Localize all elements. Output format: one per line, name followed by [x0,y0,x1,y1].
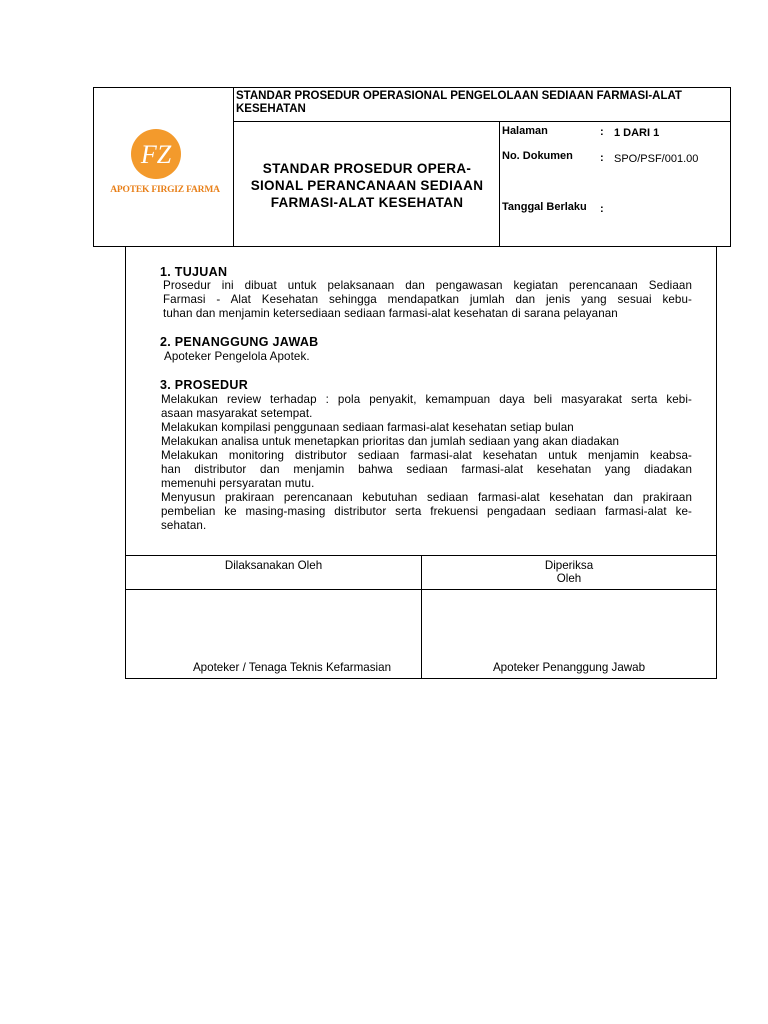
halaman-label: Halaman [502,125,548,137]
paragraph-line: han distributor dan menjamin bahwa sediaan farmasi-alat kesehatan yang diadakan [161,463,692,476]
tujuan-paragraph [163,279,692,321]
section-heading-penanggung-jawab: 2. PENANGGUNG JAWAB [160,335,319,349]
signature-left-footer: Apoteker / Tenaga Teknis Kefarmasian [192,661,392,674]
header-line: Oleh [556,572,582,585]
paragraph-line: tuhan dan menjamin ketersediaan sediaan farmasi-alat kesehatan di sarana pelayanan [163,307,618,320]
dokumen-label: No. Dokumen [502,150,573,162]
paragraph-line: Melakukan review terhadap : pola penyakit, kemampuan daya beli masyarakat serta kebi- [161,393,692,406]
halaman-value: 1 DARI 1 [614,127,660,139]
paragraph-line: Menyusun prakiraan perencanaan kebutuhan sediaan farmasi-alat kesehatan dan prakiraan [161,491,692,504]
title-line: STANDAR PROSEDUR OPERA- [262,161,472,176]
section-heading-tujuan: 1. TUJUAN [160,265,228,279]
title-line: STANDAR PROSEDUR OPERASIONAL PENGELOLAAN SEDIAAN FARMASI-ALAT [236,90,682,102]
document-category-title [236,90,726,116]
header-line: Diperiksa [544,559,594,572]
paragraph-line: memenuhi persyaratan mutu. [161,477,315,490]
paragraph-line: sehatan. [161,519,207,532]
penanggung-jawab-text: Apoteker Pengelola Apotek. [164,350,310,363]
document-body [125,247,717,679]
section-heading-prosedur: 3. PROSEDUR [160,378,249,392]
prosedur-paragraph [161,393,692,533]
header-divider [233,121,731,122]
document-title [236,160,498,211]
header-divider [233,88,234,246]
signature-right-footer: Apoteker Penanggung Jawab [492,661,646,674]
paragraph-line: Farmasi - Alat Kesehatan sehingga mendapatkan jumlah dan jenis yang sesuai kebu- [163,293,692,306]
paragraph-line: Prosedur ini dibuat untuk pelaksanaan dan pengawasan kegiatan perencanaan Sediaan [163,279,692,292]
signature-right-header [422,559,716,585]
dokumen-value: SPO/PSF/001.00 [614,153,699,165]
header-divider [499,121,500,247]
title-line: KESEHATAN [236,103,306,115]
paragraph-line: asaan masyarakat setempat. [161,407,313,420]
logo-text: APOTEK FIRGIZ FARMA [110,185,220,195]
paragraph-line: Melakukan kompilasi penggunaan sediaan farmasi-alat kesehatan setiap bulan [161,421,574,434]
title-line: FARMASI-ALAT KESEHATAN [270,195,464,210]
halaman-colon: : [600,126,604,138]
svg-text:FZ: FZ [140,140,172,169]
paragraph-line: pembelian ke masing-masing distributor serta frekuensi pengadaan sediaan farmasi-alat ke- [161,505,692,518]
title-line: SIONAL PERANCANAAN SEDIAAN [250,178,484,193]
company-logo [94,88,233,246]
dokumen-colon: : [600,152,604,164]
document-header [93,87,731,247]
paragraph-line: Melakukan analisa untuk menetapkan prioritas dan jumlah sediaan yang akan diadakan [161,435,620,448]
tanggal-colon: : [600,203,604,215]
tanggal-label: Tanggal Berlaku [502,201,587,213]
logo-emblem-icon [94,88,233,246]
signature-left-header: Dilaksanakan Oleh [224,559,323,572]
paragraph-line: Melakukan monitoring distributor sediaan farmasi-alat kesehatan untuk menjamin keabsa- [161,449,692,462]
